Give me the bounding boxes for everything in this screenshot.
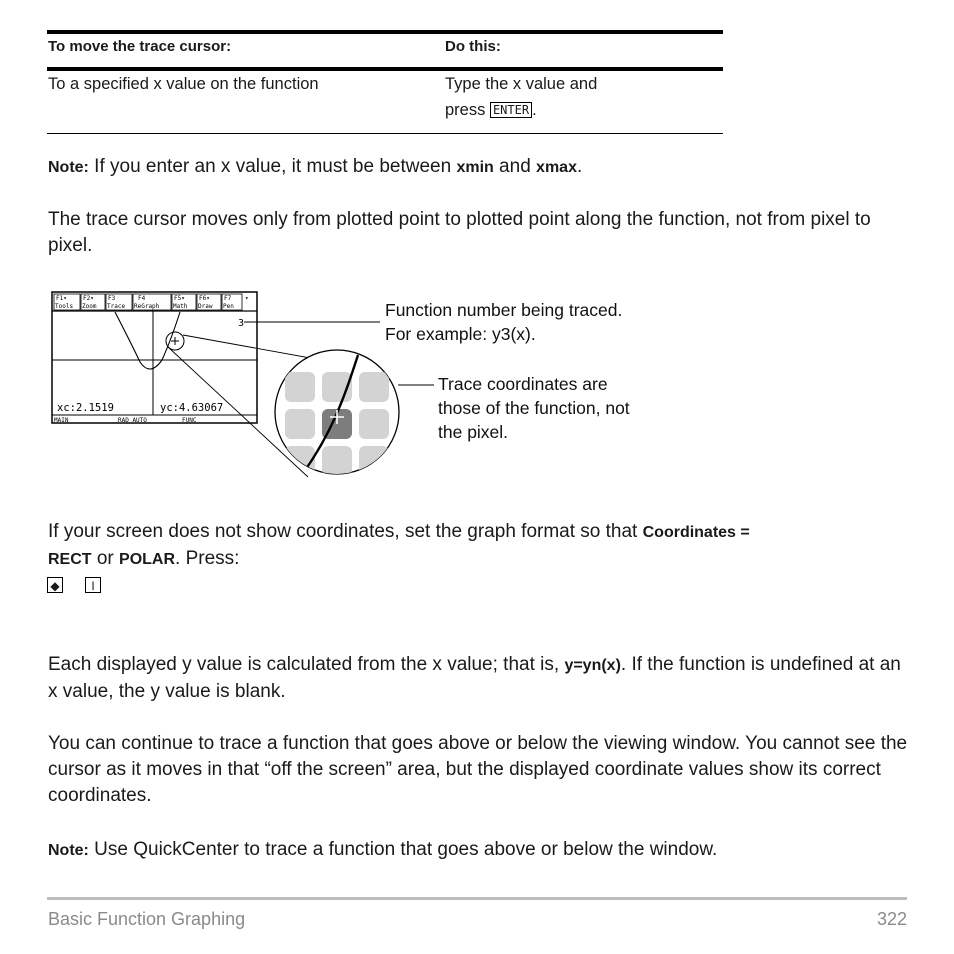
svg-text:Zoom: Zoom — [82, 303, 97, 310]
callout-trace-coordinates — [438, 372, 630, 444]
instruction-press: press — [445, 101, 490, 119]
svg-text:F2▾: F2▾ — [83, 295, 94, 302]
paragraph-off-screen: You can continue to trace a function that goes above or below the viewing window. You cannot see the cursor as it moves in that “off the screen” area, but the displayed coordinate values show its correct coordinates. — [48, 733, 908, 806]
calc-yc: yc:4.63067 — [160, 402, 224, 414]
magnified-pixels — [285, 355, 389, 480]
instruction-line2 — [445, 97, 597, 123]
calc-tab-f1: F1▾ — [56, 295, 67, 302]
calc-tab-tools: Tools — [55, 303, 74, 310]
yn-term: y=yn(x) — [564, 657, 621, 674]
footer-rule — [47, 897, 907, 900]
note-xrange — [48, 154, 908, 181]
para3-text-b: . If the function is undefined at an x value, the y value is blank. — [48, 654, 901, 702]
note-text-c: . — [576, 156, 583, 177]
rect-term: RECT — [48, 551, 92, 568]
xmin-term: xmin — [456, 159, 494, 176]
svg-text:F4: F4 — [138, 295, 146, 302]
i-key: I — [85, 577, 101, 593]
svg-text:▾: ▾ — [245, 295, 249, 302]
footer-page-number: 322 — [876, 909, 907, 929]
footer-section-title: Basic Function Graphing — [48, 909, 246, 929]
table-cell-action: To a specified x value on the function — [48, 75, 319, 93]
svg-text:Draw: Draw — [198, 303, 213, 310]
callout2-line3: the pixel. — [438, 422, 509, 442]
svg-text:Math: Math — [173, 303, 188, 310]
xmax-term: xmax — [536, 159, 577, 176]
note-text-a: If you enter an x value, it must be between — [88, 156, 457, 177]
calc-status-mode: RAD AUTO — [118, 417, 147, 424]
para2-text-a: If your screen does not show coordinates, set the graph format so that — [48, 521, 643, 542]
table-header-col1: To move the trace cursor: — [48, 38, 232, 55]
callout-function-number — [385, 298, 622, 346]
instruction-line1: Type the x value and — [445, 75, 598, 93]
calc-function-number: 3 — [238, 318, 245, 329]
calc-xc: xc:2.1519 — [57, 402, 114, 414]
para3-text-a: Each displayed y value is calculated from the x value; that is, — [48, 654, 565, 675]
paragraph-y-value — [48, 652, 908, 705]
paragraph-coordinates-format — [48, 519, 908, 573]
para2-text-b: or — [91, 548, 120, 569]
table-header-col2: Do this: — [445, 38, 501, 55]
note-quickcenter — [48, 837, 908, 864]
para2-text-c: . Press: — [175, 548, 240, 569]
callout2-line1: Trace coordinates are — [438, 374, 608, 394]
polar-term: POLAR — [119, 551, 176, 568]
callout1-line2: For example: y3(x). — [385, 324, 536, 344]
table-bottom-rule — [47, 133, 723, 134]
note2-label: Note: — [48, 842, 89, 859]
svg-text:F7: F7 — [224, 295, 232, 302]
svg-text:F5▾: F5▾ — [174, 295, 185, 302]
instruction-period: . — [532, 101, 537, 119]
svg-text:Trace: Trace — [107, 303, 126, 310]
calc-status-main: MAIN — [54, 417, 69, 424]
coordinates-term: Coordinates = — [642, 524, 750, 541]
calc-status-func: FUNC — [182, 417, 197, 424]
note-label: Note: — [48, 159, 89, 176]
svg-text:F3: F3 — [108, 295, 116, 302]
callout2-line2: those of the function, not — [438, 398, 630, 418]
svg-text:ReGraph: ReGraph — [134, 303, 160, 310]
enter-key: ENTER — [490, 102, 532, 118]
callout1-line1: Function number being traced. — [385, 300, 623, 320]
table-top-rule — [47, 30, 723, 34]
svg-text:F6▾: F6▾ — [199, 295, 210, 302]
paragraph-trace-cursor: The trace cursor moves only from plotted point to plotted point along the function, not from pixel to pixel. — [48, 209, 871, 256]
table-cell-instruction — [445, 71, 597, 123]
svg-text:Pen: Pen — [223, 303, 234, 310]
diamond-key: ◆ — [47, 577, 63, 593]
note-text-b: and — [493, 156, 537, 177]
note2-text: Use QuickCenter to trace a function that goes above or below the window. — [88, 839, 718, 860]
